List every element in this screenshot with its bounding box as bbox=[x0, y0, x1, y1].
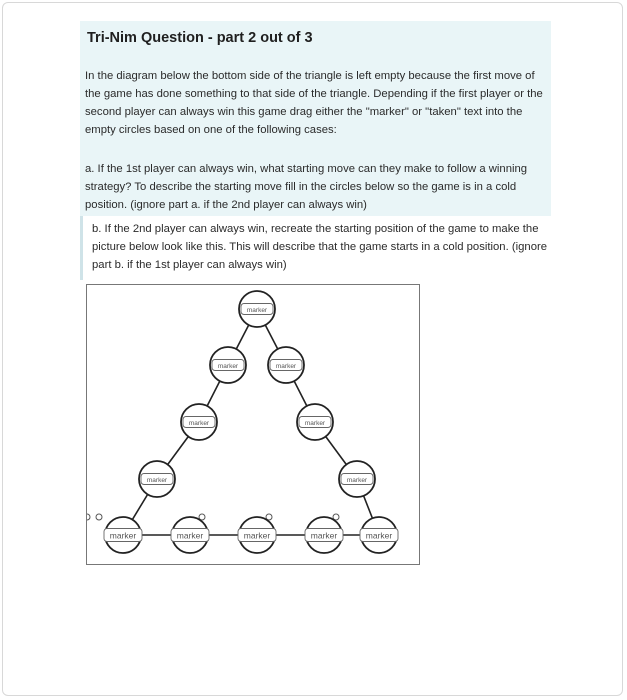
case-b-box bbox=[80, 216, 551, 280]
marker-label[interactable]: marker bbox=[310, 530, 338, 541]
marker-label[interactable]: marker bbox=[304, 420, 326, 427]
marker-label[interactable]: marker bbox=[188, 420, 210, 427]
marker-label[interactable]: marker bbox=[109, 530, 137, 541]
question-title: Tri-Nim Question - part 2 out of 3 bbox=[87, 30, 313, 46]
marker-label[interactable]: marker bbox=[176, 530, 204, 541]
drag-hint-icon bbox=[87, 514, 90, 520]
marker-label[interactable]: marker bbox=[365, 530, 393, 541]
question-intro: In the diagram below the bottom side of the triangle is left empty because the first move of the game has done something to that side of the triangle. Depending if the first player or the second player can always win this game drag either the "marker" or "taken" text into the empty circles based on one of the following cases: bbox=[85, 70, 543, 136]
marker-label[interactable]: marker bbox=[246, 307, 268, 314]
question-card bbox=[80, 21, 551, 280]
marker-label[interactable]: marker bbox=[217, 363, 239, 370]
diagram-canvas bbox=[87, 285, 419, 564]
tri-nim-diagram bbox=[86, 284, 420, 565]
marker-label[interactable]: marker bbox=[243, 530, 271, 541]
marker-label[interactable]: marker bbox=[146, 477, 168, 484]
drag-hint-icon bbox=[96, 514, 102, 520]
marker-label[interactable]: marker bbox=[275, 363, 297, 370]
case-b-text: b. If the 2nd player can always win, recreate the starting position of the game to make the picture below look like this. This will describe that the game starts in a cold position. (ignore part b. if the 1st player can always win) bbox=[92, 223, 548, 271]
marker-label[interactable]: marker bbox=[346, 477, 368, 484]
case-a-text: a. If the 1st player can always win, what starting move can they make to follow a winning strategy? To describe the starting move fill in the circles below so the game is in a cold position. (ignore part a. if the 2nd player can always win) bbox=[85, 163, 528, 211]
